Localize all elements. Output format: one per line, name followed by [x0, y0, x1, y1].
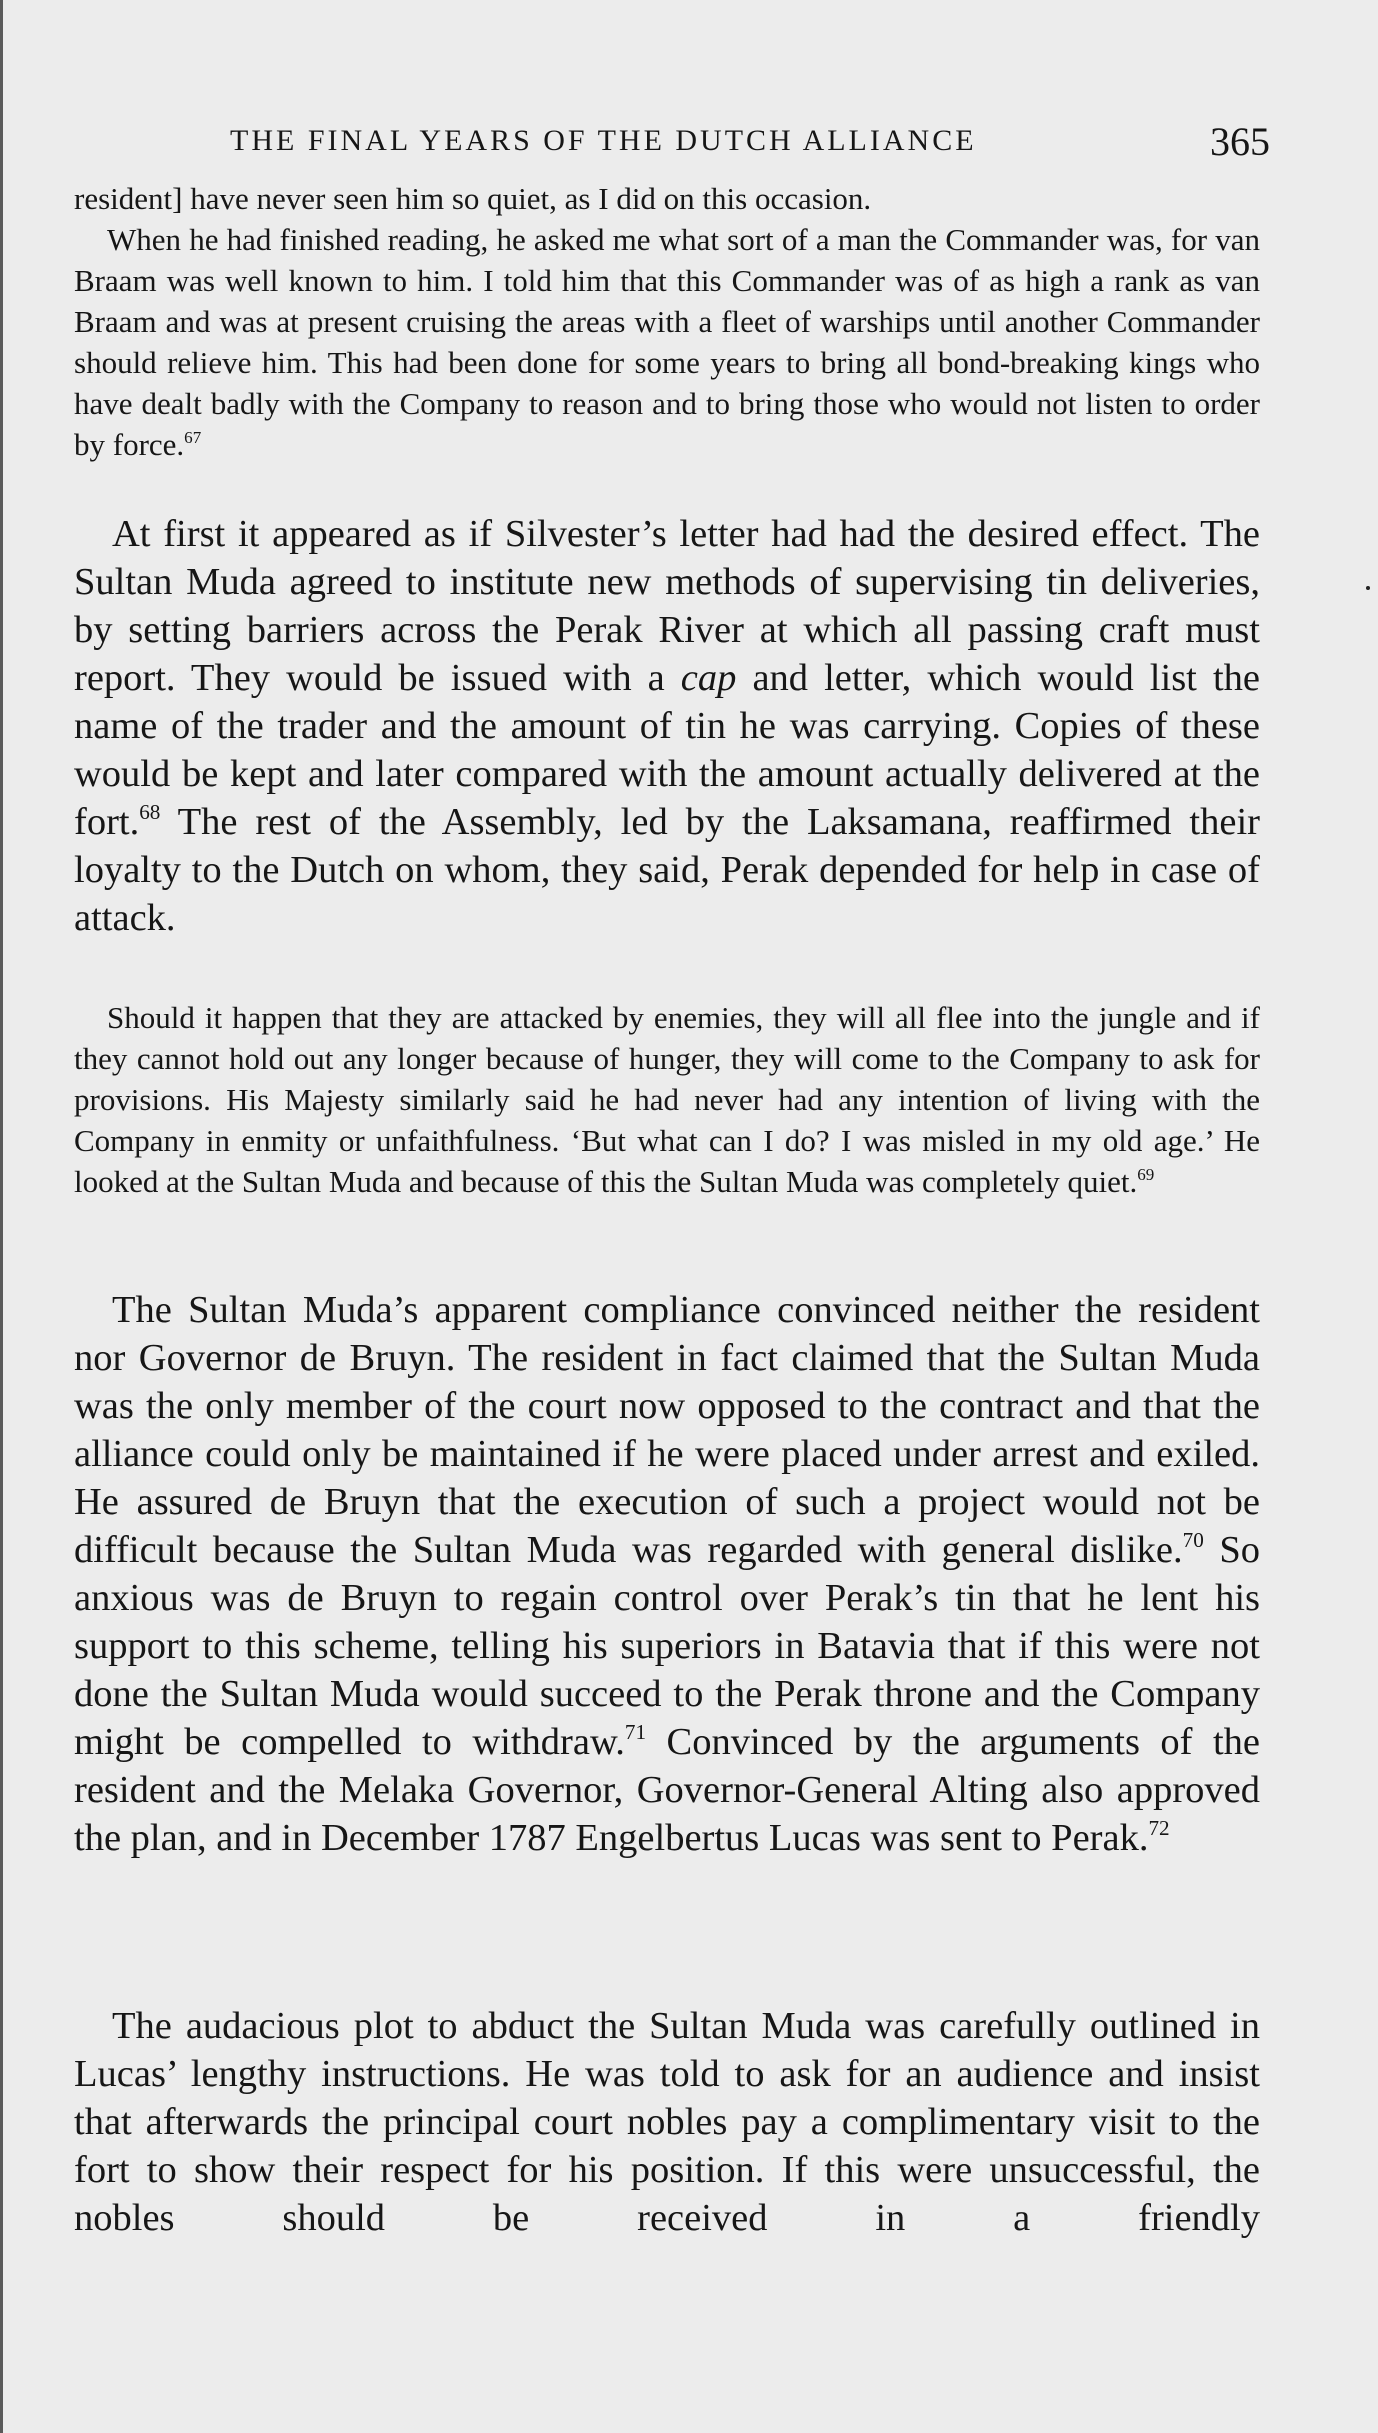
running-head [230, 119, 1270, 164]
body-paragraph-2: The Sultan Muda’s apparent compliance convinced neither the resident nor Governor de Bruyn. The resident in fact claimed that the Sultan Muda was the only member of the court now opposed to the contract and that the alliance could only be maintained if he were placed under arrest and exiled. He assured de Bruyn that the execution of such a project would not be difficult because the Sultan Muda was regarded with general dislike.$^{70}$ So anxious was de Bruyn to regain control over Perak’s tin that he lent his support to this scheme, telling his superiors in Batavia that if this were not done the Sultan Muda would succeed to the Perak throne and the Company might be compelled to withdraw.$^{71}$ Convinced by the arguments of the resident and the Melaka Governor, Governor-General Alting also approved the plan, and in December 1787 Engelbertus Lucas was sent to Perak.$^{72}$ [74, 1289, 1261, 1859]
block-quote-2: Should it happen that they are attacked by enemies, they will all flee into the jungle and if they cannot hold out any longer because of hunger, they will come to the Company to ask for provisions. His Majesty similarly said he had never had any intention of living with the Company in enmity or unfaithfulness. ‘But what can I do? I was misled in my old age.’ He looked at the Sultan Muda and because of this the Sultan Muda was completely quiet.$^{69}$ [74, 1000, 1260, 1199]
footnote-ref: 68 [139, 800, 161, 825]
chapter-title: THE FINAL YEARS OF THE DUTCH ALLIANCE [230, 124, 977, 157]
paper-speck [1366, 586, 1370, 590]
body-paragraph-3: The audacious plot to abduct the Sultan Muda was carefully outlined in Lucas’ lengthy instructions. He was told to ask for an audience and insist that afterwards the principal court nobles pay a complimentary visit to the fort to show their respect for his position. If this were unsuccessful, the nobles should be received in a friendly [74, 2005, 1260, 2239]
quote-paragraph: When he had finished reading, he asked me what sort of a man the Commander was, for van Braam was well known to him. I told him that this Commander was of as high a rank as van Braam and was at present cruising the areas with a fleet of warships until another Commander should relieve him. This had been done for some years to bring all bond-breaking kings who have dealt badly with the Company to reason and to bring those who would not listen to order by force.$^{67}$ [74, 222, 1260, 462]
footnote-ref: 71 [624, 1720, 647, 1745]
footnote-ref: 69 [1137, 1165, 1155, 1185]
footnote-ref: 70 [1182, 1528, 1204, 1553]
page-edge-shadow [0, 0, 3, 2433]
footnote-ref: 67 [184, 428, 202, 448]
body-paragraph-1: At first it appeared as if Silvester’s letter had had the desired effect. The Sultan Muda agreed to institute new methods of supervising tin deliveries, by setting barriers across the Perak River at which all passing craft must report. They would be issued with a cap and letter, which would list the name of the trader and the amount of tin he was carrying. Copies of these would be kept and later compared with the amount actually delivered at the fort.$^{68}$ The rest of the Assembly, led by the Laksamana, reaffirmed their loyalty to the Dutch on whom, they said, Perak depended for help in case of attack. [74, 513, 1260, 939]
page-number: 365 [1210, 119, 1270, 164]
block-quote-continued [74, 178, 1260, 465]
footnote-ref: 72 [1148, 1816, 1170, 1841]
quote-line: resident] have never seen him so quiet, as I did on this occasion. [74, 181, 872, 216]
italic-term: cap [680, 657, 737, 699]
